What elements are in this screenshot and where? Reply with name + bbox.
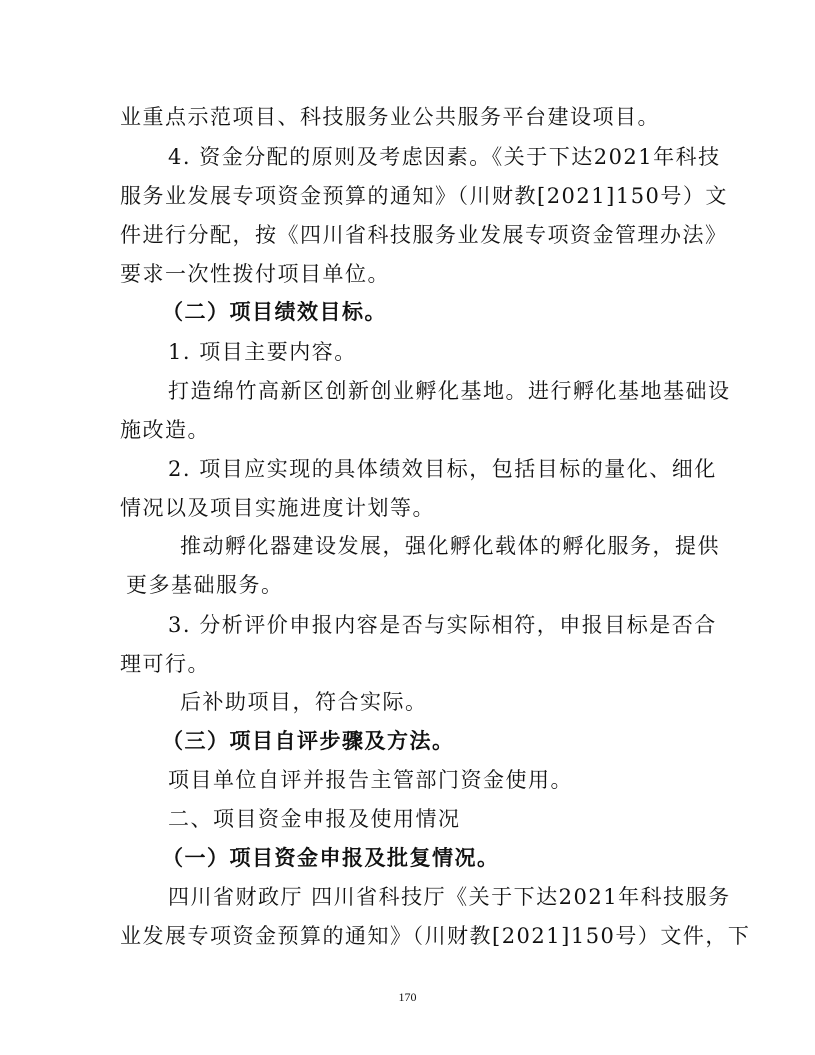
text-line: 服务业发展专项资金预算的通知》（川财教[2021]150号）文 [120, 184, 728, 208]
text-line: 情况以及项目实施进度计划等。 [120, 496, 435, 520]
text-line: 4. 资金分配的原则及考虑因素。《关于下达2021年科技 [168, 145, 721, 169]
text-line: 2. 项目应实现的具体绩效目标，包括目标的量化、细化 [168, 457, 717, 481]
text-line: 推动孵化器建设发展，强化孵化载体的孵化服务，提供 [180, 534, 720, 558]
text-line: 3. 分析评价申报内容是否与实际相符，申报目标是否合 [168, 613, 717, 637]
section-heading: 二、项目资金申报及使用情况 [168, 807, 461, 831]
text-line: 理可行。 [120, 652, 210, 676]
text-line: 件进行分配，按《四川省科技服务业发展专项资金管理办法》 [120, 223, 728, 247]
text-line: 项目单位自评并报告主管部门资金使用。 [168, 768, 573, 792]
text-line: 要求一次性拨付项目单位。 [120, 262, 390, 286]
text-line: 后补助项目，符合实际。 [180, 690, 428, 714]
text-line: 业发展专项资金预算的通知》（川财教[2021]150号）文件，下 [120, 924, 751, 948]
text-line: 施改造。 [120, 418, 210, 442]
text-line: 1. 项目主要内容。 [168, 340, 357, 364]
text-line: 打造绵竹高新区创新创业孵化基地。进行孵化基地基础设 [168, 379, 731, 403]
section-heading: （一）项目资金申报及批复情况。 [162, 845, 500, 870]
text-line: 四川省财政厅 四川省科技厅《关于下达2021年科技服务 [168, 885, 731, 909]
text-line: 业重点示范项目、科技服务业公共服务平台建设项目。 [120, 105, 660, 129]
page-number: 170 [398, 990, 417, 1004]
text-line: 更多基础服务。 [126, 573, 284, 597]
section-heading: （三）项目自评步骤及方法。 [162, 728, 455, 753]
section-heading: （二）项目绩效目标。 [162, 299, 387, 324]
